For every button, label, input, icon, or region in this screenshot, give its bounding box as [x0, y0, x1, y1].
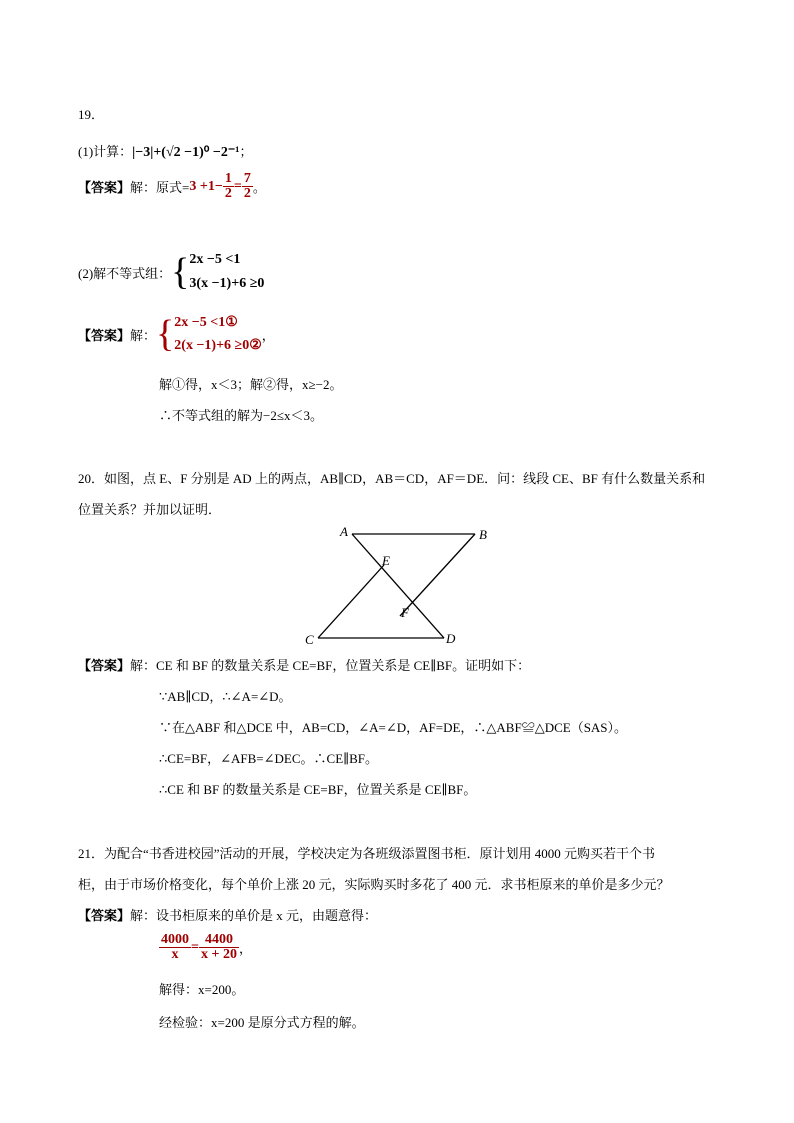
q20-answer-line5: ∴CE 和 BF 的数量关系是 CE=BF，位置关系是 CE∥BF。: [159, 782, 477, 797]
q21-answer-line1: [78, 905, 377, 924]
q20-text-line2: 位置关系？并加以证明．: [78, 502, 222, 517]
equation-fraction-right: [199, 933, 239, 962]
answer-expr: 3 +1−: [189, 178, 223, 194]
answer-inequality-line-2: 2(x −1)+6 ≥0②: [174, 338, 262, 353]
fraction-numerator: 4400: [199, 933, 239, 948]
fraction-denominator: 2: [224, 186, 232, 201]
left-brace-icon: {: [171, 251, 190, 293]
label-f: F: [401, 605, 409, 620]
q20-answer-line2: ∵AB∥CD，∴∠A=∠D。: [159, 689, 292, 704]
inequality-line-2: 3(x −1)+6 ≥0: [189, 276, 265, 291]
answer-tag: 【答案】: [78, 181, 131, 196]
answer-inequality-system: [174, 311, 262, 357]
label-c: C: [305, 632, 314, 647]
answer-tag: 【答案】: [78, 909, 131, 924]
label-d: D: [446, 631, 456, 646]
q20-answer-line4: ∴CE=BF，∠AFB=∠DEC。∴CE∥BF。: [159, 751, 379, 766]
fraction-denominator: 2: [243, 186, 251, 201]
answer-tag: 【答案】: [78, 659, 131, 674]
q21-equation: [159, 933, 252, 962]
answer-comma: ，: [261, 327, 275, 343]
q20-answer-line1: [78, 655, 530, 674]
q19-part1-expression: |−3|+(√2 −1)⁰ −2⁻¹: [132, 145, 240, 160]
q19-part2-question: [78, 248, 264, 296]
q20-text-line1: 20．如图，点 E、F 分别是 AD 上的两点，AB∥CD，AB＝CD，AF＝DE．问：线段 CE、BF 有什么数量关系和: [78, 471, 706, 486]
equation-comma: ，: [238, 941, 252, 956]
q19-part1-answer: [78, 172, 266, 201]
label-b: B: [479, 527, 487, 542]
q19-part2-step1: 解①得，x＜3；解②得，x≥−2。: [159, 377, 343, 392]
inequality-system: [189, 248, 264, 296]
q19-part1-prefix: (1)计算：: [78, 144, 133, 159]
fraction-numerator: 7: [243, 171, 251, 186]
inequality-line-1: 2x −5 <1: [189, 252, 241, 267]
equation-fraction-left: [159, 933, 191, 962]
q21-text-line2: 柜，由于市场价格变化，每个单价上涨 20 元，实际购买时多花了 400 元．求书柜原来的单价是多少元？: [78, 877, 670, 892]
answer-end: 。: [252, 180, 266, 195]
answer-tag: 【答案】: [78, 328, 131, 344]
q19-part1-suffix: ；: [239, 144, 253, 159]
left-brace-icon: {: [156, 313, 175, 355]
fraction-numerator: 1: [224, 171, 232, 186]
label-e: E: [382, 553, 390, 568]
fraction-numerator: 4000: [161, 932, 189, 947]
segment-ce: [318, 565, 384, 638]
answer-text: 解：设书柜原来的单价是 x 元，由题意得：: [130, 908, 378, 923]
answer-prefix: 解：原式=: [130, 180, 190, 195]
answer-prefix: 解：: [130, 327, 157, 343]
fraction-denominator: x + 20: [200, 947, 237, 962]
label-a: A: [340, 524, 348, 539]
answer-equals: =: [233, 178, 242, 194]
equation-equals: =: [191, 939, 199, 955]
q19-part2-step2: ∴不等式组的解为−2≤x＜3。: [159, 408, 323, 423]
answer-fraction-half: [223, 172, 234, 201]
q20-geometry-figure: [300, 518, 500, 650]
q21-step1: 解得：x=200。: [159, 982, 245, 997]
segment-bf: [400, 534, 475, 616]
answer-text: 解：CE 和 BF 的数量关系是 CE=BF，位置关系是 CE∥BF。证明如下：: [130, 658, 531, 673]
answer-inequality-line-1: 2x −5 <1①: [174, 315, 238, 330]
q19-number: 19．: [78, 107, 105, 122]
q21-text-line1: 21．为配合“书香进校园”活动的开展，学校决定为各班级添置图书柜．原计划用 4000 元购买若干个书: [78, 846, 656, 861]
q20-answer-line3: ∵在△ABF 和△DCE 中，AB=CD，∠A=∠D，AF=DE，∴△ABF≌△DCE（SAS）。: [159, 720, 628, 735]
answer-fraction-result: [242, 172, 253, 201]
q19-part2-prefix: (2)解不等式组：: [78, 265, 172, 281]
q19-part1-question: [78, 141, 252, 161]
q21-step2: 经检验：x=200 是原分式方程的解。: [159, 1015, 365, 1030]
q19-part2-answer: [78, 311, 275, 357]
fraction-denominator: x: [171, 947, 179, 962]
